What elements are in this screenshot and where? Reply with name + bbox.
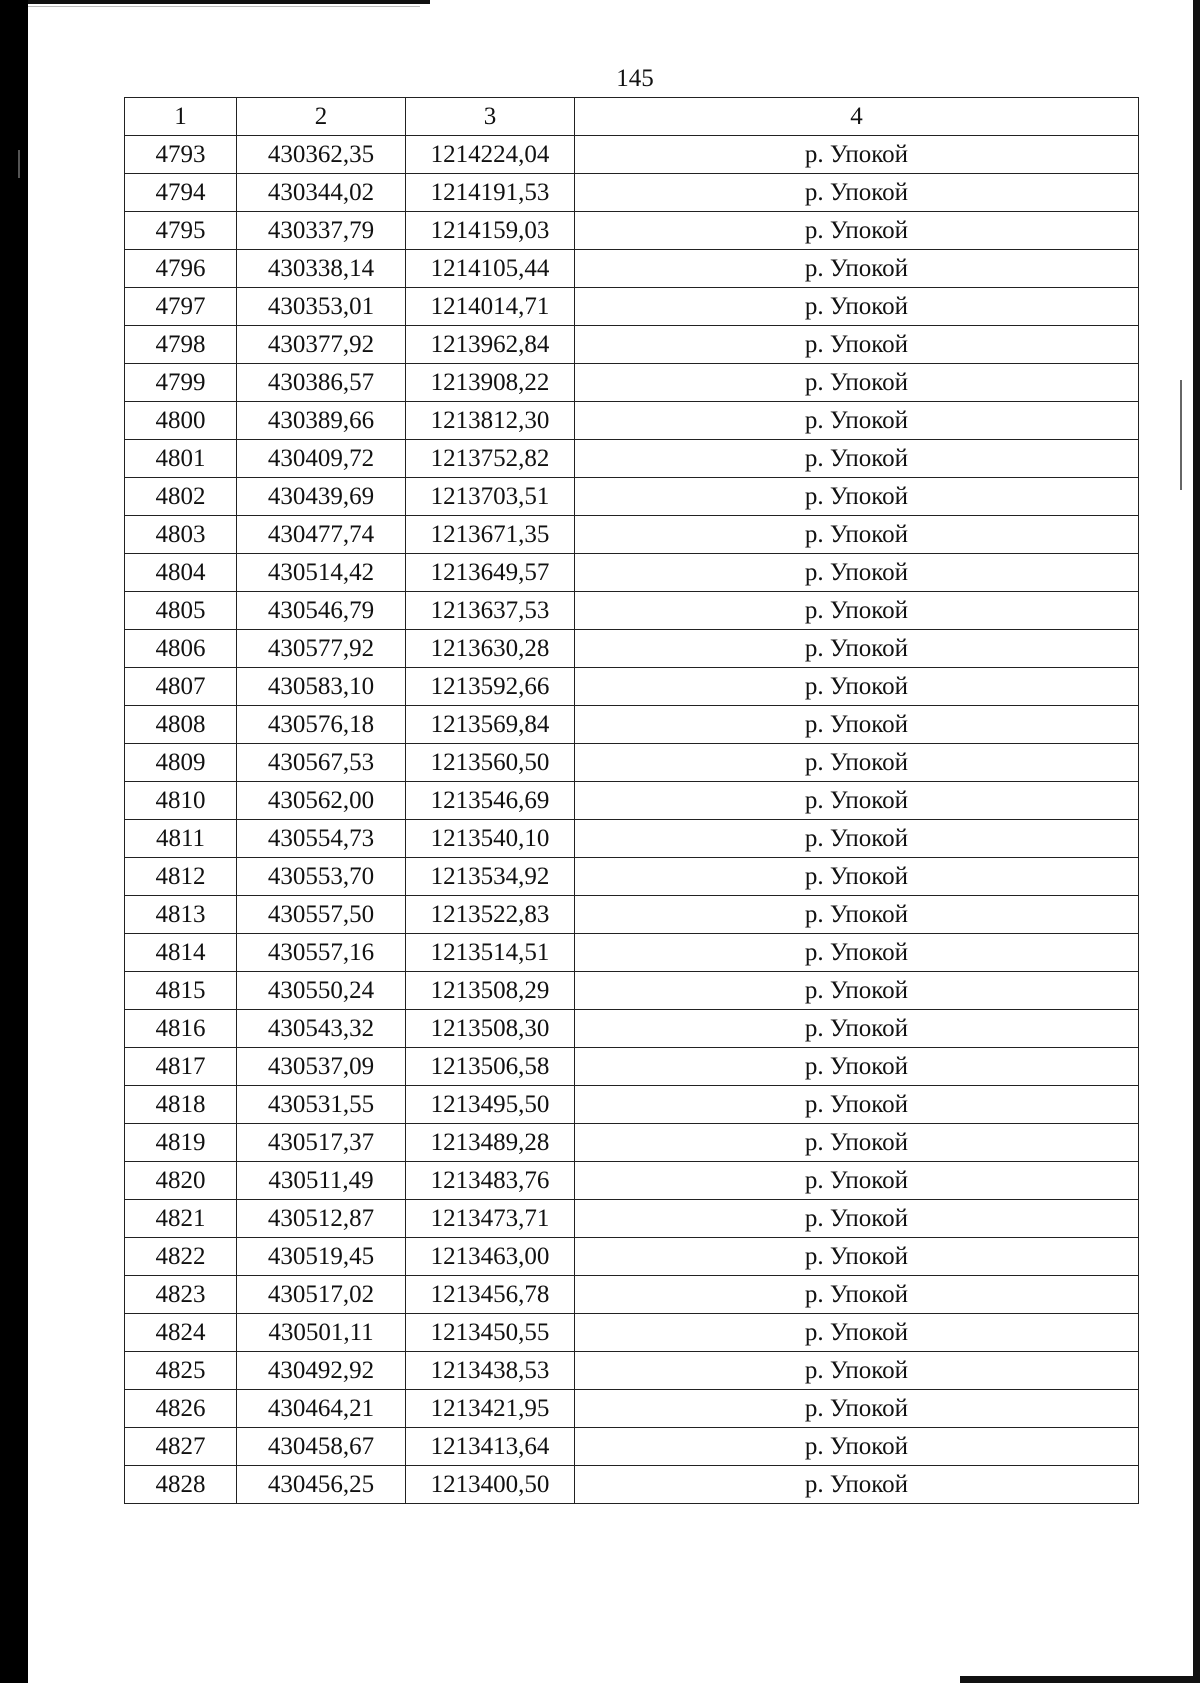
scan-mark-right (1180, 380, 1182, 490)
y-coordinate-cell: 1213473,71 (406, 1200, 575, 1238)
x-coordinate-cell: 430389,66 (237, 402, 406, 440)
table-row (125, 782, 1139, 820)
point-number-cell: 4815 (125, 972, 237, 1010)
x-coordinate-cell: 430550,24 (237, 972, 406, 1010)
description-cell: р. Упокой (575, 1162, 1139, 1200)
table-row (125, 250, 1139, 288)
y-coordinate-cell: 1214105,44 (406, 250, 575, 288)
x-coordinate-cell: 430546,79 (237, 592, 406, 630)
x-coordinate-cell: 430562,00 (237, 782, 406, 820)
x-coordinate-cell: 430409,72 (237, 440, 406, 478)
description-cell: р. Упокой (575, 592, 1139, 630)
description-cell: р. Упокой (575, 1314, 1139, 1352)
description-cell: р. Упокой (575, 288, 1139, 326)
table-row (125, 326, 1139, 364)
y-coordinate-cell: 1213495,50 (406, 1086, 575, 1124)
description-cell: р. Упокой (575, 1428, 1139, 1466)
description-cell: р. Упокой (575, 896, 1139, 934)
y-coordinate-cell: 1213534,92 (406, 858, 575, 896)
y-coordinate-cell: 1213514,51 (406, 934, 575, 972)
y-coordinate-cell: 1214014,71 (406, 288, 575, 326)
description-cell: р. Упокой (575, 744, 1139, 782)
table-row (125, 1428, 1139, 1466)
point-number-cell: 4822 (125, 1238, 237, 1276)
x-coordinate-cell: 430458,67 (237, 1428, 406, 1466)
table-row (125, 554, 1139, 592)
x-coordinate-cell: 430577,92 (237, 630, 406, 668)
point-number-cell: 4814 (125, 934, 237, 972)
description-cell: р. Упокой (575, 1124, 1139, 1162)
y-coordinate-cell: 1214159,03 (406, 212, 575, 250)
table-row (125, 1010, 1139, 1048)
scan-border-bottom (960, 1676, 1200, 1683)
y-coordinate-cell: 1213962,84 (406, 326, 575, 364)
x-coordinate-cell: 430362,35 (237, 136, 406, 174)
description-cell: р. Упокой (575, 326, 1139, 364)
y-coordinate-cell: 1213569,84 (406, 706, 575, 744)
point-number-cell: 4805 (125, 592, 237, 630)
point-number-cell: 4802 (125, 478, 237, 516)
point-number-cell: 4826 (125, 1390, 237, 1428)
description-cell: р. Упокой (575, 136, 1139, 174)
table-row (125, 364, 1139, 402)
point-number-cell: 4810 (125, 782, 237, 820)
coordinates-table (124, 97, 1139, 1504)
table-body (125, 136, 1139, 1504)
scan-border-right (1193, 0, 1200, 1683)
table-row (125, 858, 1139, 896)
y-coordinate-cell: 1213413,64 (406, 1428, 575, 1466)
table-row (125, 1352, 1139, 1390)
table-row (125, 1048, 1139, 1086)
y-coordinate-cell: 1213637,53 (406, 592, 575, 630)
point-number-cell: 4804 (125, 554, 237, 592)
description-cell: р. Упокой (575, 858, 1139, 896)
point-number-cell: 4824 (125, 1314, 237, 1352)
description-cell: р. Упокой (575, 478, 1139, 516)
y-coordinate-cell: 1213908,22 (406, 364, 575, 402)
y-coordinate-cell: 1213703,51 (406, 478, 575, 516)
description-cell: р. Упокой (575, 1276, 1139, 1314)
y-coordinate-cell: 1213489,28 (406, 1124, 575, 1162)
description-cell: р. Упокой (575, 972, 1139, 1010)
point-number-cell: 4828 (125, 1466, 237, 1504)
table-row (125, 136, 1139, 174)
point-number-cell: 4821 (125, 1200, 237, 1238)
table-row (125, 1390, 1139, 1428)
description-cell: р. Упокой (575, 820, 1139, 858)
table-row (125, 478, 1139, 516)
point-number-cell: 4813 (125, 896, 237, 934)
y-coordinate-cell: 1213630,28 (406, 630, 575, 668)
x-coordinate-cell: 430353,01 (237, 288, 406, 326)
page-number: 145 (616, 65, 654, 92)
table-row (125, 820, 1139, 858)
column-header-4: 4 (575, 98, 1139, 136)
column-header-1: 1 (125, 98, 237, 136)
y-coordinate-cell: 1213456,78 (406, 1276, 575, 1314)
x-coordinate-cell: 430531,55 (237, 1086, 406, 1124)
y-coordinate-cell: 1213438,53 (406, 1352, 575, 1390)
x-coordinate-cell: 430557,50 (237, 896, 406, 934)
point-number-cell: 4800 (125, 402, 237, 440)
point-number-cell: 4820 (125, 1162, 237, 1200)
description-cell: р. Упокой (575, 1200, 1139, 1238)
table-row (125, 1200, 1139, 1238)
description-cell: р. Упокой (575, 212, 1139, 250)
description-cell: р. Упокой (575, 934, 1139, 972)
description-cell: р. Упокой (575, 440, 1139, 478)
point-number-cell: 4798 (125, 326, 237, 364)
x-coordinate-cell: 430511,49 (237, 1162, 406, 1200)
table-row (125, 440, 1139, 478)
table-row (125, 934, 1139, 972)
point-number-cell: 4807 (125, 668, 237, 706)
point-number-cell: 4818 (125, 1086, 237, 1124)
description-cell: р. Упокой (575, 1048, 1139, 1086)
description-cell: р. Упокой (575, 706, 1139, 744)
x-coordinate-cell: 430439,69 (237, 478, 406, 516)
table-header-row (125, 98, 1139, 136)
y-coordinate-cell: 1213546,69 (406, 782, 575, 820)
table-row (125, 174, 1139, 212)
x-coordinate-cell: 430501,11 (237, 1314, 406, 1352)
y-coordinate-cell: 1213752,82 (406, 440, 575, 478)
point-number-cell: 4811 (125, 820, 237, 858)
y-coordinate-cell: 1213506,58 (406, 1048, 575, 1086)
description-cell: р. Упокой (575, 516, 1139, 554)
y-coordinate-cell: 1213671,35 (406, 516, 575, 554)
table-row (125, 402, 1139, 440)
y-coordinate-cell: 1213450,55 (406, 1314, 575, 1352)
x-coordinate-cell: 430517,37 (237, 1124, 406, 1162)
x-coordinate-cell: 430512,87 (237, 1200, 406, 1238)
description-cell: р. Упокой (575, 402, 1139, 440)
table-row (125, 1086, 1139, 1124)
x-coordinate-cell: 430519,45 (237, 1238, 406, 1276)
y-coordinate-cell: 1213463,00 (406, 1238, 575, 1276)
point-number-cell: 4823 (125, 1276, 237, 1314)
description-cell: р. Упокой (575, 1086, 1139, 1124)
point-number-cell: 4827 (125, 1428, 237, 1466)
description-cell: р. Упокой (575, 554, 1139, 592)
description-cell: р. Упокой (575, 782, 1139, 820)
point-number-cell: 4817 (125, 1048, 237, 1086)
x-coordinate-cell: 430554,73 (237, 820, 406, 858)
x-coordinate-cell: 430456,25 (237, 1466, 406, 1504)
point-number-cell: 4812 (125, 858, 237, 896)
table-row (125, 972, 1139, 1010)
scan-border-left (0, 0, 28, 1683)
table-row (125, 630, 1139, 668)
y-coordinate-cell: 1214191,53 (406, 174, 575, 212)
table-row (125, 1276, 1139, 1314)
y-coordinate-cell: 1213421,95 (406, 1390, 575, 1428)
table-row (125, 516, 1139, 554)
x-coordinate-cell: 430514,42 (237, 554, 406, 592)
x-coordinate-cell: 430537,09 (237, 1048, 406, 1086)
y-coordinate-cell: 1214224,04 (406, 136, 575, 174)
y-coordinate-cell: 1213540,10 (406, 820, 575, 858)
y-coordinate-cell: 1213812,30 (406, 402, 575, 440)
point-number-cell: 4819 (125, 1124, 237, 1162)
table-row (125, 668, 1139, 706)
x-coordinate-cell: 430338,14 (237, 250, 406, 288)
point-number-cell: 4801 (125, 440, 237, 478)
point-number-cell: 4825 (125, 1352, 237, 1390)
table-row (125, 744, 1139, 782)
point-number-cell: 4795 (125, 212, 237, 250)
x-coordinate-cell: 430464,21 (237, 1390, 406, 1428)
description-cell: р. Упокой (575, 364, 1139, 402)
point-number-cell: 4809 (125, 744, 237, 782)
x-coordinate-cell: 430477,74 (237, 516, 406, 554)
y-coordinate-cell: 1213508,29 (406, 972, 575, 1010)
scan-border-top-faint (0, 6, 420, 7)
point-number-cell: 4808 (125, 706, 237, 744)
column-header-3: 3 (406, 98, 575, 136)
description-cell: р. Упокой (575, 1238, 1139, 1276)
point-number-cell: 4794 (125, 174, 237, 212)
point-number-cell: 4803 (125, 516, 237, 554)
x-coordinate-cell: 430576,18 (237, 706, 406, 744)
scan-mark-left (18, 150, 20, 178)
y-coordinate-cell: 1213649,57 (406, 554, 575, 592)
description-cell: р. Упокой (575, 668, 1139, 706)
x-coordinate-cell: 430337,79 (237, 212, 406, 250)
x-coordinate-cell: 430386,57 (237, 364, 406, 402)
table-row (125, 1314, 1139, 1352)
table-row (125, 896, 1139, 934)
table-row (125, 1238, 1139, 1276)
x-coordinate-cell: 430517,02 (237, 1276, 406, 1314)
y-coordinate-cell: 1213508,30 (406, 1010, 575, 1048)
description-cell: р. Упокой (575, 1010, 1139, 1048)
x-coordinate-cell: 430553,70 (237, 858, 406, 896)
scan-border-top (0, 0, 430, 4)
y-coordinate-cell: 1213592,66 (406, 668, 575, 706)
y-coordinate-cell: 1213400,50 (406, 1466, 575, 1504)
x-coordinate-cell: 430377,92 (237, 326, 406, 364)
table-row (125, 1124, 1139, 1162)
table-row (125, 1162, 1139, 1200)
x-coordinate-cell: 430583,10 (237, 668, 406, 706)
x-coordinate-cell: 430557,16 (237, 934, 406, 972)
description-cell: р. Упокой (575, 1352, 1139, 1390)
table-row (125, 592, 1139, 630)
point-number-cell: 4793 (125, 136, 237, 174)
description-cell: р. Упокой (575, 250, 1139, 288)
point-number-cell: 4816 (125, 1010, 237, 1048)
x-coordinate-cell: 430492,92 (237, 1352, 406, 1390)
y-coordinate-cell: 1213483,76 (406, 1162, 575, 1200)
description-cell: р. Упокой (575, 174, 1139, 212)
y-coordinate-cell: 1213522,83 (406, 896, 575, 934)
x-coordinate-cell: 430344,02 (237, 174, 406, 212)
x-coordinate-cell: 430543,32 (237, 1010, 406, 1048)
table-row (125, 288, 1139, 326)
point-number-cell: 4797 (125, 288, 237, 326)
x-coordinate-cell: 430567,53 (237, 744, 406, 782)
description-cell: р. Упокой (575, 1466, 1139, 1504)
point-number-cell: 4796 (125, 250, 237, 288)
description-cell: р. Упокой (575, 1390, 1139, 1428)
description-cell: р. Упокой (575, 630, 1139, 668)
column-header-2: 2 (237, 98, 406, 136)
table-row (125, 212, 1139, 250)
table-row (125, 1466, 1139, 1504)
y-coordinate-cell: 1213560,50 (406, 744, 575, 782)
table-row (125, 706, 1139, 744)
point-number-cell: 4806 (125, 630, 237, 668)
point-number-cell: 4799 (125, 364, 237, 402)
